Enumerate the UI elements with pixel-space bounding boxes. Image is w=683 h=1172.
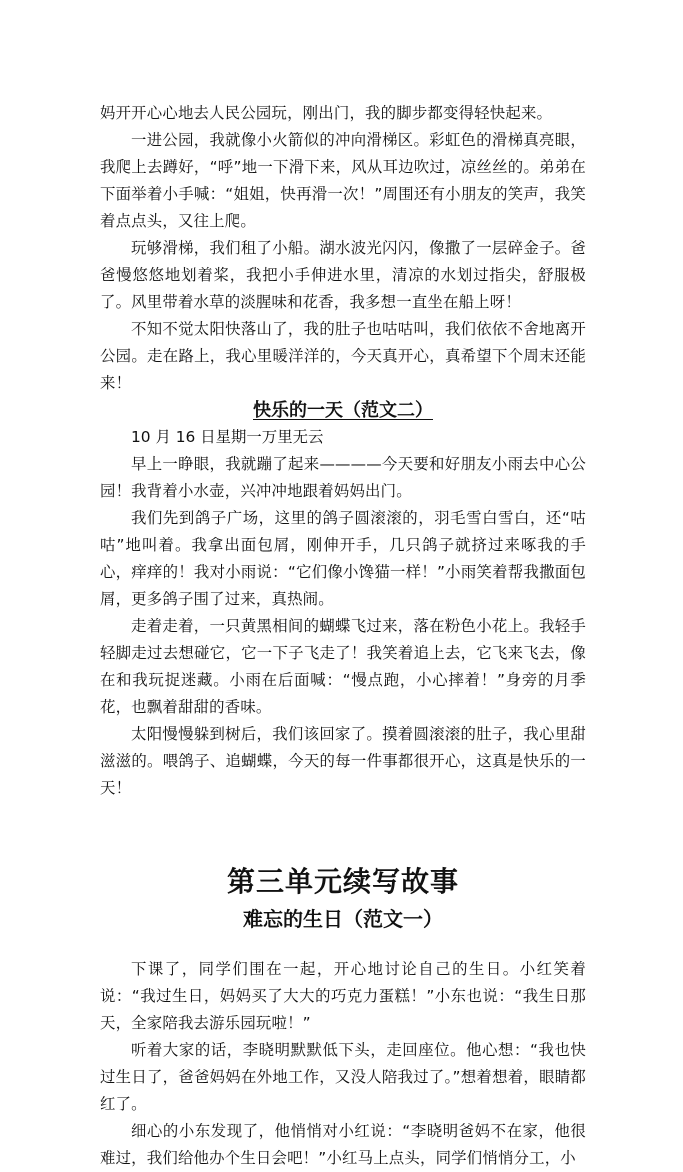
paragraph: 听着大家的话，李晓明默默低下头，走回座位。他心想：“我也快过生日了，爸爸妈妈在外地工作，又没人陪我过了。”想着想着，眼睛都红了。: [100, 1041, 586, 1113]
essay-title: [100, 397, 586, 424]
paragraph: 太阳慢慢躲到树后，我们该回家了。摸着圆滚滚的肚子，我心里甜滋滋的。喂鸽子、追蝴蝶，今天的每一件事都很开心，这真是快乐的一天！: [100, 725, 586, 797]
unit-three-section: [100, 864, 586, 1172]
essay-title-text: 快乐的一天（范文二）: [253, 400, 433, 421]
document-page: [100, 100, 586, 1172]
essay-continuation: [100, 100, 586, 397]
paragraph: 一进公园，我就像小火箭似的冲向滑梯区。彩虹色的滑梯真亮眼，我爬上去蹲好，“呼”地一下滑下来，风从耳边吹过，凉丝丝的。弟弟在下面举着小手喊：“姐姐，快再滑一次！”周围还有小朋友的笑声，我笑着点点头，又往上爬。: [100, 131, 586, 230]
essay-title: 难忘的生日（范文一）: [243, 907, 443, 931]
paragraph: 我们先到鸽子广场，这里的鸽子圆滚滚的，羽毛雪白雪白，还“咕咕”地叫着。我拿出面包屑，刚伸开手，几只鸽子就挤过来啄我的手心，痒痒的！我对小雨说：“它们像小馋猫一样！”小雨笑着帮我撒面包屑，更多鸽子围了过来，真热闹。: [100, 509, 586, 608]
paragraph: 妈开开心心地去人民公园玩，刚出门，我的脚步都变得轻快起来。: [100, 104, 553, 122]
date-weather-line: 10 月 16 日星期一万里无云: [131, 428, 324, 446]
paragraph: 走着走着，一只黄黑相间的蝴蝶飞过来，落在粉色小花上。我轻手轻脚走过去想碰它，它一下子飞走了！我笑着追上去，它飞来飞去，像在和我玩捉迷藏。小雨在后面喊：“慢点跑，小心摔着！”身旁的月季花，也飘着甜甜的香味。: [100, 617, 586, 716]
essay-happy-day-2: [100, 397, 586, 802]
paragraph: 玩够滑梯，我们租了小船。湖水波光闪闪，像撒了一层碎金子。爸爸慢悠悠地划着桨，我把小手伸进水里，清凉的水划过指尖，舒服极了。风里带着水草的淡腥味和花香，我多想一直坐在船上呀！: [100, 239, 586, 311]
unit-title: 第三单元续写故事: [226, 865, 459, 898]
paragraph: 早上一睁眼，我就蹦了起来————今天要和好朋友小雨去中心公园！我背着小水壶，兴冲冲地跟着妈妈出门。: [100, 455, 586, 500]
paragraph: 下课了，同学们围在一起，开心地讨论自己的生日。小红笑着说：“我过生日，妈妈买了大大的巧克力蛋糕！”小东也说：“我生日那天，全家陪我去游乐园玩啦！”: [100, 960, 586, 1032]
paragraph: 细心的小东发现了，他悄悄对小红说：“李晓明爸妈不在家，他很难过，我们给他办个生日会吧！”小红马上点头，同学们悄悄分工，小: [100, 1122, 586, 1167]
paragraph: 不知不觉太阳快落山了，我的肚子也咕咕叫，我们依依不舍地离开公园。走在路上，我心里暖洋洋的，今天真开心，真希望下个周末还能来！: [100, 320, 586, 392]
